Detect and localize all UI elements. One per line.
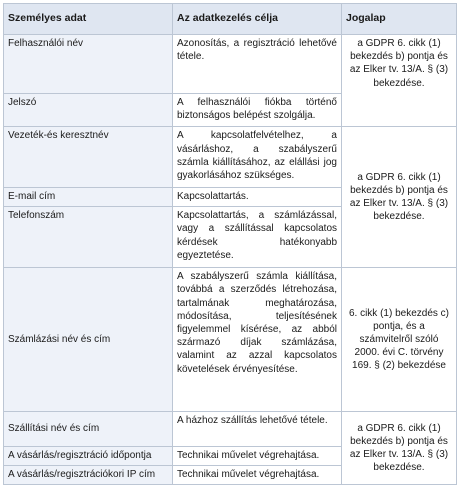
cell-purpose: A szabályszerű számla kiállítása, továbbá a szerződés létrehozása, tartalmának meghatározása, módosítása, teljesítésének figyelemmel kísérése, az abból származó díjak számlázása, valamint az azzal kapcsolatos követelések érvényesítése.: [173, 268, 342, 412]
cell-personal-data: Szállítási név és cím: [4, 412, 173, 447]
header-legal-basis: Jogalap: [342, 4, 457, 35]
cell-purpose: Technikai művelet végrehajtása.: [173, 446, 342, 465]
cell-purpose: Azonosítás, a regisztráció lehetővé tétele.: [173, 35, 342, 94]
cell-personal-data: A vásárlás/regisztrációkori IP cím: [4, 465, 173, 484]
cell-personal-data: Vezeték-és keresztnév: [4, 127, 173, 188]
header-personal-data: Személyes adat: [4, 4, 173, 35]
cell-purpose: A felhasználói fiókba történő biztonságos belépést szolgálja.: [173, 93, 342, 127]
data-processing-table: [3, 3, 457, 485]
cell-purpose: Technikai művelet végrehajtása.: [173, 465, 342, 484]
cell-purpose: A kapcsolatfelvételhez, a vásárláshoz, a szabályszerű számla kiállításához, az elállási jog gyakorlásához szükséges.: [173, 127, 342, 188]
table-row: [4, 268, 457, 412]
cell-personal-data: E-mail cím: [4, 188, 173, 207]
cell-purpose: Kapcsolattartás, a számlázással, vagy a szállítással kapcsolatos kérdések hatékonyabb egyeztetése.: [173, 207, 342, 268]
cell-personal-data: Felhasználói név: [4, 35, 173, 94]
cell-purpose: Kapcsolattartás.: [173, 188, 342, 207]
table-row: [4, 35, 457, 94]
cell-legal-basis: a GDPR 6. cikk (1) bekezdés b) pontja és az Elker tv. 13/A. § (3) bekezdése.: [342, 412, 457, 485]
cell-personal-data: Jelszó: [4, 93, 173, 127]
cell-personal-data: Telefonszám: [4, 207, 173, 268]
cell-legal-basis: a GDPR 6. cikk (1) bekezdés b) pontja és az Elker tv. 13/A. § (3) bekezdése.: [342, 35, 457, 127]
table-header-row: [4, 4, 457, 35]
header-purpose: Az adatkezelés célja: [173, 4, 342, 35]
cell-legal-basis: a GDPR 6. cikk (1) bekezdés b) pontja és az Elker tv. 13/A. § (3) bekezdése.: [342, 127, 457, 268]
table-row: [4, 127, 457, 188]
cell-personal-data: A vásárlás/regisztráció időpontja: [4, 446, 173, 465]
cell-legal-basis: 6. cikk (1) bekezdés c) pontja, és a számvitelről szóló 2000. évi C. törvény 169. § (2) bekezdése: [342, 268, 457, 412]
table-row: [4, 412, 457, 447]
cell-purpose: A házhoz szállítás lehetővé tétele.: [173, 412, 342, 447]
cell-personal-data: Számlázási név és cím: [4, 268, 173, 412]
